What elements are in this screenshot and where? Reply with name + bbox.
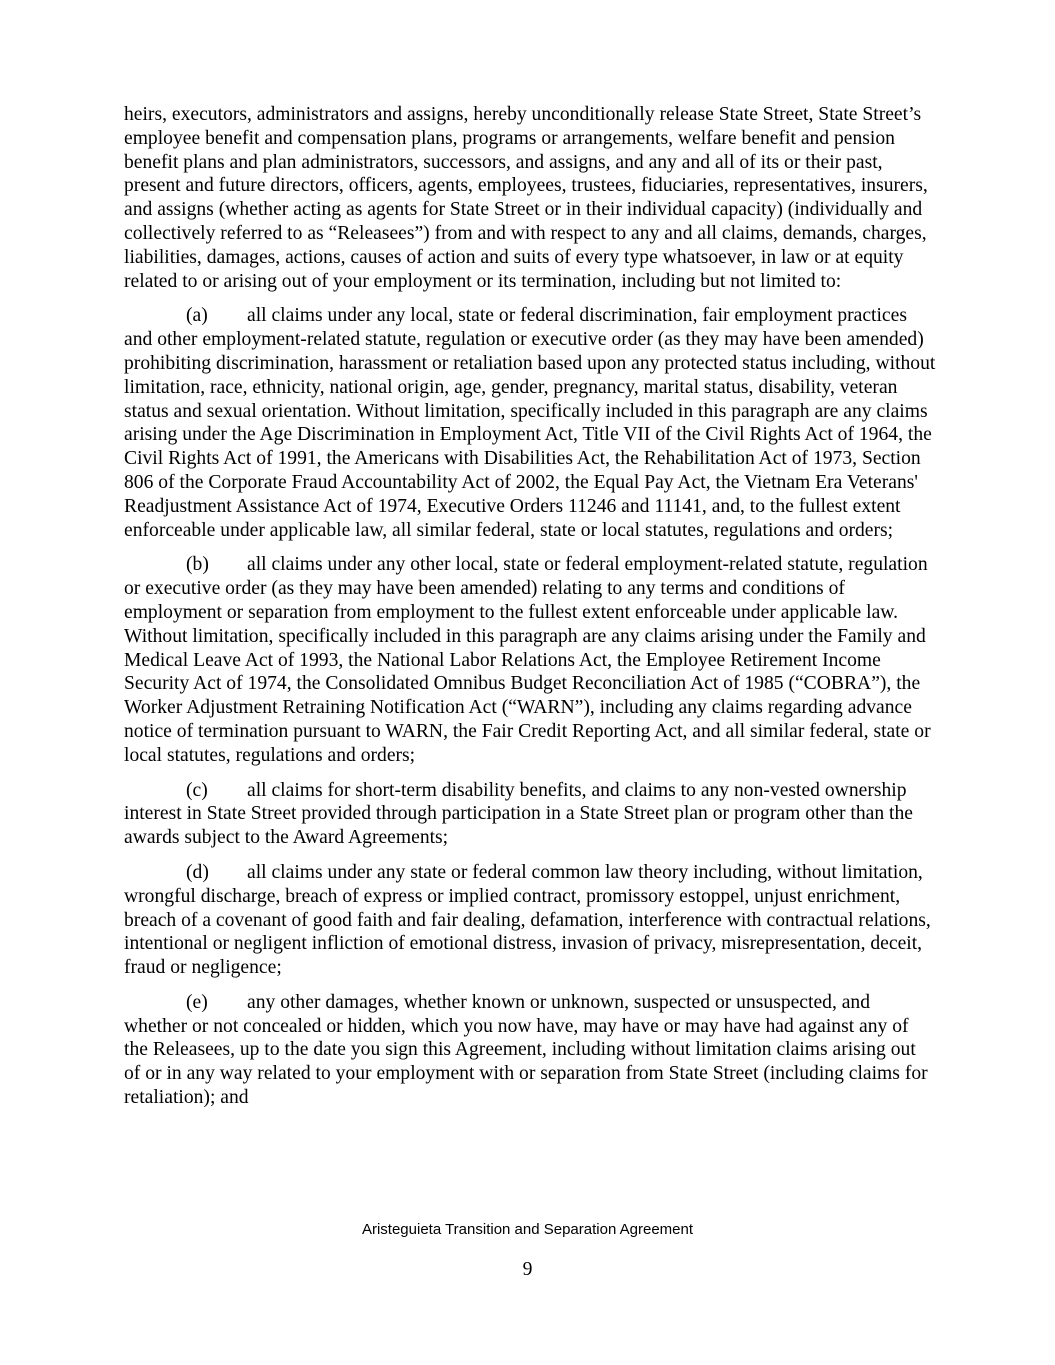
clause-b-label: (b) (186, 554, 209, 576)
clause-a (124, 304, 936, 542)
page-number: 9 (522, 1259, 533, 1280)
intro-paragraph: heirs, executors, administrators and assigns, hereby unconditionally release State Street, State Street’s employee benefit and compensation plans, programs or arrangements, welfare benefit and pension benefit plans and plan administrators, successors, and assigns, and any and all of its or their past, present and future directors, officers, agents, employees, trustees, fiduciaries, representatives, insurers, and assigns (whether acting as agents for State Street or in their individual capacity) (individually and collectively referred to as “Releasees”) from and with respect to any and all claims, demands, charges, liabilities, damages, actions, causes of action and suits of every type whatsoever, in law or at equity related to or arising out of your employment or its termination, including but not limited to: (124, 104, 928, 292)
clause-b-text: all claims under any other local, state or federal employment-related statute, regulation or executive order (as they may have been amended) relating to any terms and conditions of employment or separation from employment to the fullest extent enforceable under applicable law. Without limitation, specifically included in this paragraph are any claims arising under the Family and Medical Leave Act of 1993, the National Labor Relations Act, the Employee Retirement Income Security Act of 1974, the Consolidated Omnibus Budget Reconciliation Act of 1985 (“COBRA”), the Worker Adjustment Retraining Notification Act (“WARN”), including any claims regarding advance notice of termination pursuant to WARN, the Fair Credit Reporting Act, and all similar federal, state or local statutes, regulations and orders; (124, 554, 931, 766)
clause-c-label: (c) (186, 779, 208, 801)
clause-a-label: (a) (186, 305, 208, 327)
clause-e (124, 991, 936, 1110)
document-body (124, 103, 936, 1121)
clause-d-text: all claims under any state or federal common law theory including, without limitation, wrongful discharge, breach of express or implied contract, promissory estoppel, unjust enrichment, breach of a covenant of good faith and fair dealing, defamation, interference with contractual relations, intentional or negligent infliction of emotional distress, invasion of privacy, misrepresentation, deceit, fraud or negligence; (124, 861, 931, 979)
clause-b (124, 553, 936, 767)
clause-e-label: (e) (186, 991, 208, 1013)
footer-title: Aristeguieta Transition and Separation Agreement (361, 1221, 694, 1238)
clause-a-text: all claims under any local, state or federal discrimination, fair employment practices and other employment-related statute, regulation or executive order (as they may have been amended) prohibiting discrimination, harassment or retaliation based upon any protected status including, without limitation, race, ethnicity, national origin, age, gender, pregnancy, marital status, disability, veteran status and sexual orientation. Without limitation, specifically included in this paragraph are any claims arising under the Age Discrimination in Employment Act, Title VII of the Civil Rights Act of 1964, the Civil Rights Act of 1991, the Americans with Disabilities Act, the Rehabilitation Act of 1973, Section 806 of the Corporate Fraud Accountability Act of 2002, the Equal Pay Act, the Vietnam Era Veterans' Readjustment Assistance Act of 1974, Executive Orders 11246 and 11141, and, to the fullest extent enforceable under applicable law, all similar federal, state or local statutes, regulations and orders; (124, 305, 936, 541)
clause-c-text: all claims for short-term disability benefits, and claims to any non-vested ownership interest in State Street provided through participation in a State Street plan or program other than the awards subject to the Award Agreements; (124, 779, 913, 849)
clause-d (124, 861, 936, 980)
clause-d-label: (d) (186, 861, 209, 883)
clause-e-text: any other damages, whether known or unknown, suspected or unsuspected, and whether or not concealed or hidden, which you now have, may have or may have had against any of the Releasees, up to the date you sign this Agreement, including without limitation claims arising out of or in any way related to your employment with or separation from State Street (including claims for retaliation); and (124, 991, 928, 1109)
clause-c (124, 779, 936, 850)
